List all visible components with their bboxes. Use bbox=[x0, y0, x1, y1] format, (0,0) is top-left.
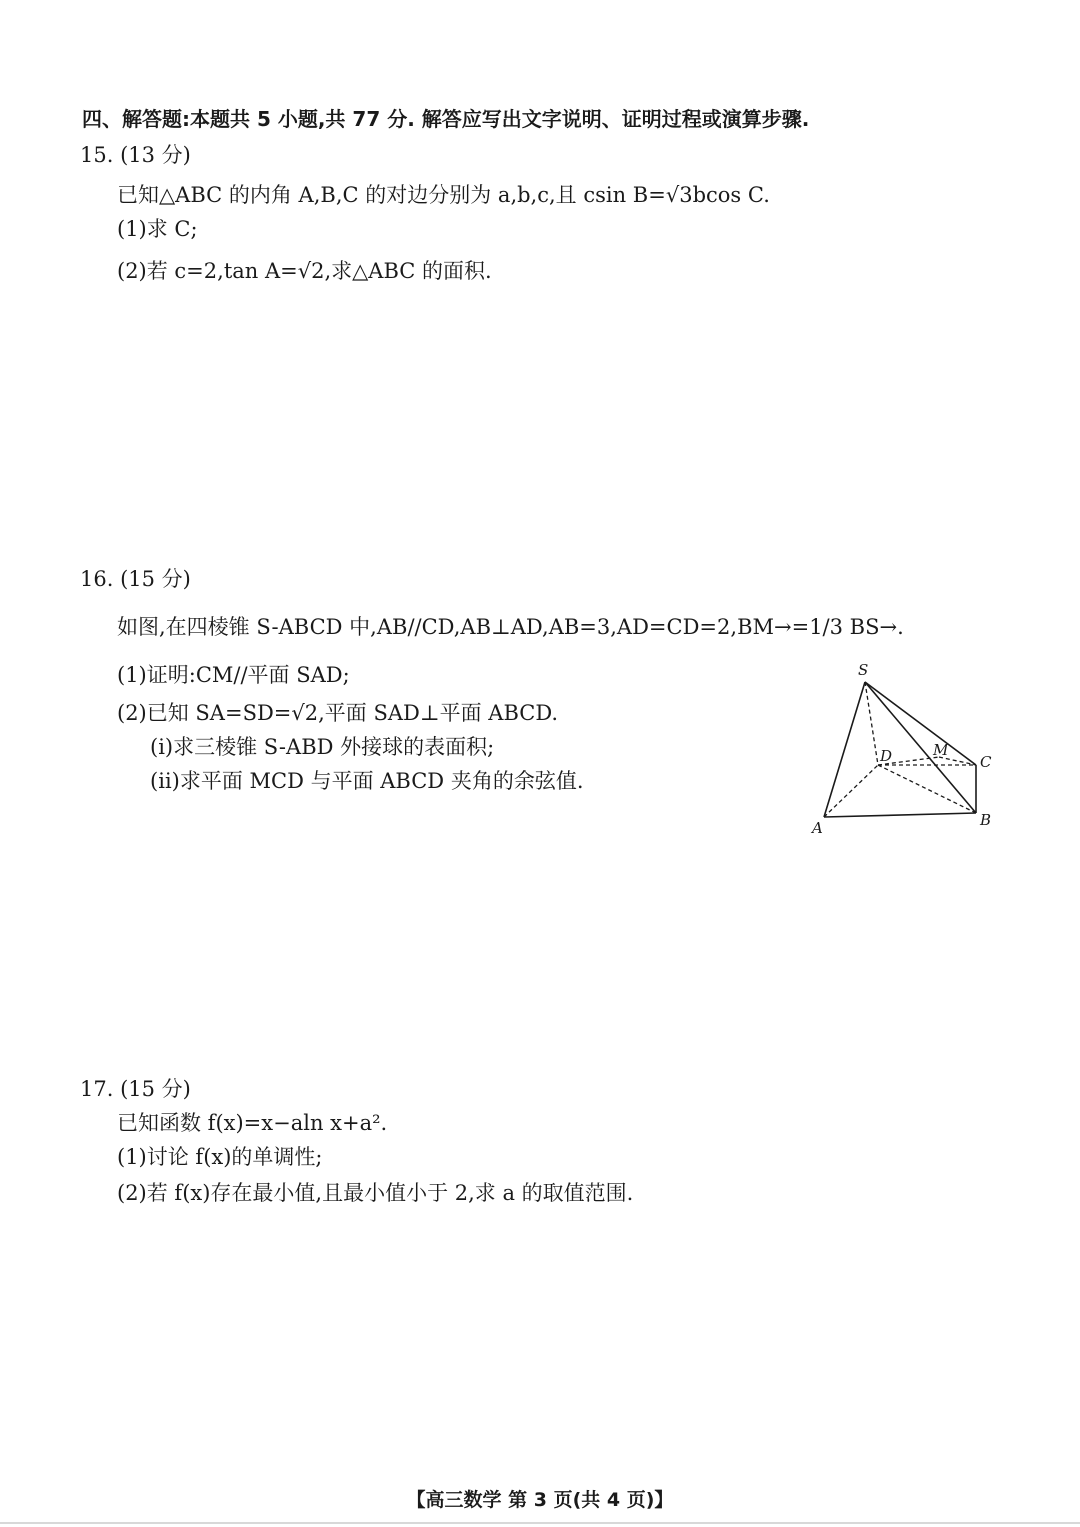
question-15-part-2: (2)若 c=2,tan A=√2,求△ABC 的面积. bbox=[117, 259, 492, 283]
pyramid-diagram bbox=[800, 655, 1000, 845]
label-B: B bbox=[980, 811, 992, 829]
question-17-part-2: (2)若 f(x)存在最小值,且最小值小于 2,求 a 的取值范围. bbox=[117, 1181, 634, 1205]
question-16-sub-1: (ⅰ)求三棱锥 S-ABD 外接球的表面积; bbox=[150, 735, 495, 759]
question-17-number: 17. (15 分) bbox=[80, 1077, 191, 1101]
bottom-rule bbox=[0, 1522, 1080, 1524]
question-16-part-2: (2)已知 SA=SD=√2,平面 SAD⊥平面 ABCD. bbox=[117, 701, 559, 725]
question-17-stem: 已知函数 f(x)=x−aln x+a². bbox=[117, 1111, 388, 1135]
question-17-part-1: (1)讨论 f(x)的单调性; bbox=[117, 1145, 323, 1169]
question-16-sub-2: (ⅱ)求平面 MCD 与平面 ABCD 夹角的余弦值. bbox=[150, 769, 584, 793]
label-C: C bbox=[980, 753, 992, 771]
edge-AB bbox=[824, 813, 976, 817]
label-A: A bbox=[812, 819, 823, 837]
section-header: 四、解答题:本题共 5 小题,共 77 分. 解答应写出文字说明、证明过程或演算步骤. bbox=[82, 107, 810, 131]
question-15-part-1: (1)求 C; bbox=[117, 217, 198, 241]
label-D: D bbox=[880, 747, 893, 765]
label-S: S bbox=[858, 661, 869, 679]
question-16-number: 16. (15 分) bbox=[80, 567, 191, 591]
edge-DB bbox=[878, 765, 976, 813]
question-15-number: 15. (13 分) bbox=[80, 143, 191, 167]
question-16-stem: 如图,在四棱锥 S-ABCD 中,AB//CD,AB⊥AD,AB=3,AD=CD=2,BM→=1/3 BS→. bbox=[117, 615, 904, 639]
page-footer: 【高三数学 第 3 页(共 4 页)】 bbox=[406, 1489, 674, 1511]
question-15-stem: 已知△ABC 的内角 A,B,C 的对边分别为 a,b,c,且 csin B=√3bcos C. bbox=[117, 183, 770, 207]
question-16-part-1: (1)证明:CM//平面 SAD; bbox=[117, 663, 350, 687]
label-M: M bbox=[933, 741, 949, 759]
